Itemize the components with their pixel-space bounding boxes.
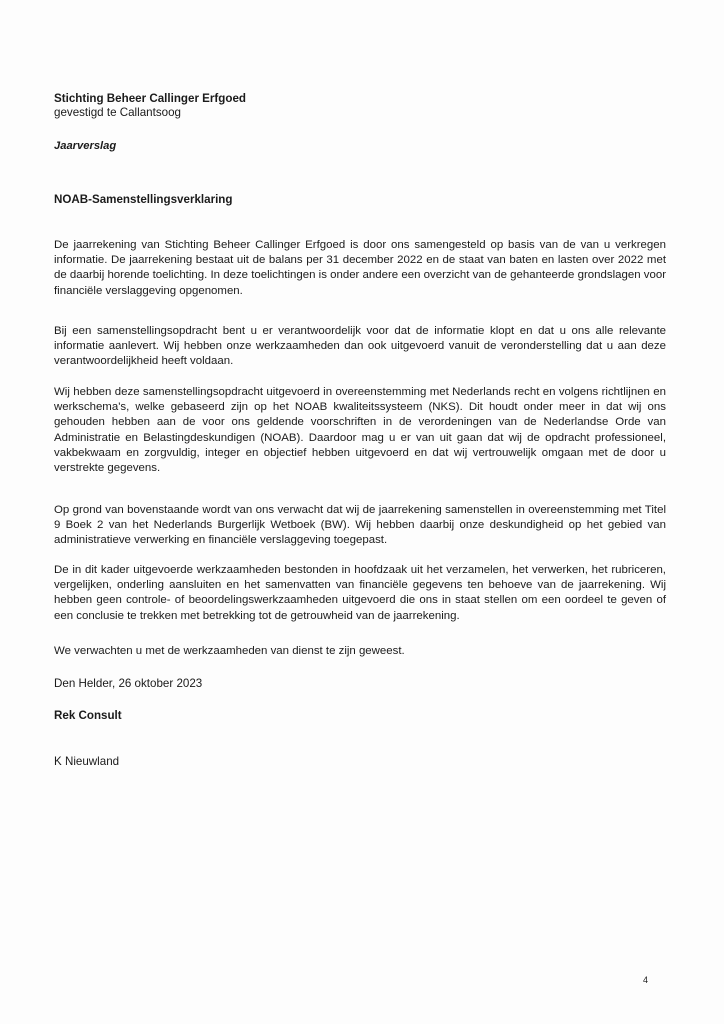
- organization-name: Stichting Beheer Callinger Erfgoed: [54, 92, 246, 105]
- paragraph-closing: We verwachten u met de werkzaamheden van dienst te zijn geweest.: [54, 645, 405, 657]
- section-title: NOAB-Samenstellingsverklaring: [54, 193, 233, 206]
- letterhead: [54, 92, 674, 120]
- paragraph-work-performed: De in dit kader uitgevoerde werkzaamheden bestonden in hoofdzaak uit het verzamelen, het verwerken, het rubriceren, vergelijken, onderling aansluiten en het samenvatten van financiële gegevens ten behoeve van de jaarrekening. Wij hebben geen controle- of beoordelingswerkzaamheden uitgevoerd die ons in staat stellen om een oordeel te geven of een conclusie te trekken met betrekking tot de getrouwheid van de jaarrekening.: [54, 564, 666, 622]
- place-and-date: Den Helder, 26 oktober 2023: [54, 677, 203, 690]
- paragraph-legal-framework: Op grond van bovenstaande wordt van ons verwacht dat wij de jaarrekening samenstellen in overeenstemming met Titel 9 Boek 2 van het Nederlands Burgerlijk Wetboek (BW). Wij hebben daarbij onze deskundigheid op het gebied van administratieve verwerking en financiële verslaggeving toegepast.: [54, 504, 666, 547]
- organization-location: gevestigd te Callantsoog: [54, 106, 181, 119]
- signatory-name: K Nieuwland: [54, 755, 120, 768]
- page-number: 4: [643, 975, 649, 985]
- paragraph-standards: Wij hebben deze samenstellingsopdracht uitgevoerd in overeenstemming met Nederlands recht en volgens richtlijnen en werkschema's, welke gebaseerd zijn op het NOAB kwaliteitssysteem (NKS). Dit houdt onder meer in dat wij ons gehouden hebben aan de voor ons geldende voorschriften in de verordeningen van de Nederlandse Orde van Administratie en Belastingdeskundigen (NOAB). Daardoor mag u er van uit gaan dat wij de opdracht professioneel, vakbekwaam en zorgvuldig, integer en objectief hebben uitgevoerd en dat wij vertrouwelijk omgaan met de door u verstrekte gegevens.: [54, 386, 666, 475]
- paragraph-responsibility: Bij een samenstellingsopdracht bent u er verantwoordelijk voor dat de informatie klopt en dat u ons alle relevante informatie aanlevert. Wij hebben onze werkzaamheden dan ook uitgevoerd vanuit de veronderstelling dat u aan deze verantwoordelijkheid heeft voldaan.: [54, 325, 666, 368]
- firm-name: Rek Consult: [54, 709, 122, 722]
- paragraph-compilation-basis: De jaarrekening van Stichting Beheer Callinger Erfgoed is door ons samengesteld op basis van de van u verkregen informatie. De jaarrekening bestaat uit de balans per 31 december 2022 en de staat van baten en lasten over 2022 met de daarbij horende toelichting. In deze toelichtingen is onder andere een overzicht van de gehanteerde grondslagen voor financiële verslaggeving opgenomen.: [54, 239, 666, 297]
- document-type: Jaarverslag: [54, 140, 117, 152]
